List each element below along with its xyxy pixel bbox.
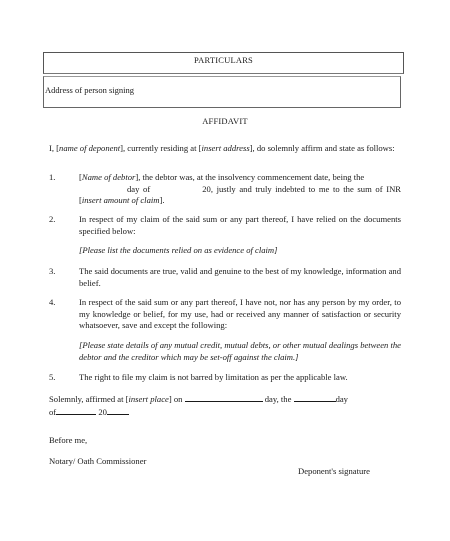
item-4-note	[79, 340, 401, 363]
date-blank[interactable]	[185, 393, 263, 402]
affidavit-title: AFFIDAVIT	[202, 116, 248, 126]
address-row	[43, 76, 401, 108]
debtor-name-placeholder: Name of debtor	[81, 172, 136, 182]
solemnly-line	[49, 393, 401, 418]
item-2-text: In respect of my claim of the said sum or any part thereof, I have relied on the documents specified below:	[79, 214, 401, 236]
intro-text: I, [	[49, 143, 60, 153]
text: [	[79, 172, 82, 182]
text: ], the debtor was, at the insolvency commencement date, being the	[135, 172, 365, 182]
item-number: 2.	[49, 214, 56, 224]
month-blank[interactable]	[56, 406, 96, 415]
notary-label: Notary/ Oath Commissioner	[49, 456, 147, 466]
before-me: Before me,	[49, 435, 88, 445]
intro-paragraph	[49, 143, 401, 155]
text: , justly and truly indebted to me to the sum of INR [	[79, 183, 402, 206]
place-placeholder: insert place	[128, 394, 169, 404]
mutual-dealings-placeholder: [Please state details of any mutual credit, mutual debts, or other mutual dealings between the debtor and the creditor which may be set-off against the claim.]	[79, 340, 401, 362]
deponent-name-placeholder: name of deponent	[59, 143, 121, 153]
amount-placeholder: insert amount of claim	[81, 195, 160, 206]
text: Solemnly, affirmed at [	[49, 394, 129, 404]
item-number: 3.	[49, 266, 56, 276]
text: day, the	[264, 394, 292, 404]
item-4-text: In respect of the said sum or any part thereof, I have not, nor has any person by my order, to my knowledge or belief, for my use, had or received any manner of satisfaction or security whatsoever, save and except the following:	[79, 297, 401, 331]
item-number: 1.	[49, 172, 56, 182]
address-label: Address of person signing	[45, 85, 135, 95]
item-number: 5.	[49, 372, 56, 382]
day-blank[interactable]	[294, 393, 336, 402]
intro-text: ], do solemnly affirm and state as follows:	[249, 143, 395, 153]
documents-placeholder: [Please list the documents relied on as evidence of claim]	[79, 245, 278, 255]
deponent-signature-label: Deponent's signature	[298, 466, 370, 476]
text: ].	[159, 195, 165, 206]
item-1-text	[79, 172, 401, 207]
text: 20	[202, 183, 211, 194]
text: 20	[98, 406, 107, 417]
intro-text: ], currently residing at [	[120, 143, 202, 153]
text: day of	[127, 183, 151, 194]
particulars-label: PARTICULARS	[193, 55, 253, 65]
item-2-note	[79, 245, 401, 257]
year-blank[interactable]	[107, 406, 129, 415]
particulars-header	[43, 52, 404, 74]
item-3-text: The said documents are true, valid and genuine to the best of my knowledge, information and belief.	[79, 266, 401, 288]
item-number: 4.	[49, 297, 56, 307]
text: day	[335, 394, 348, 404]
address-placeholder: insert address	[201, 143, 250, 153]
item-5-text: The right to file my claim is not barred by limitation as per the applicable law.	[79, 372, 348, 382]
text: of	[49, 406, 57, 417]
text: ] on	[168, 394, 183, 404]
